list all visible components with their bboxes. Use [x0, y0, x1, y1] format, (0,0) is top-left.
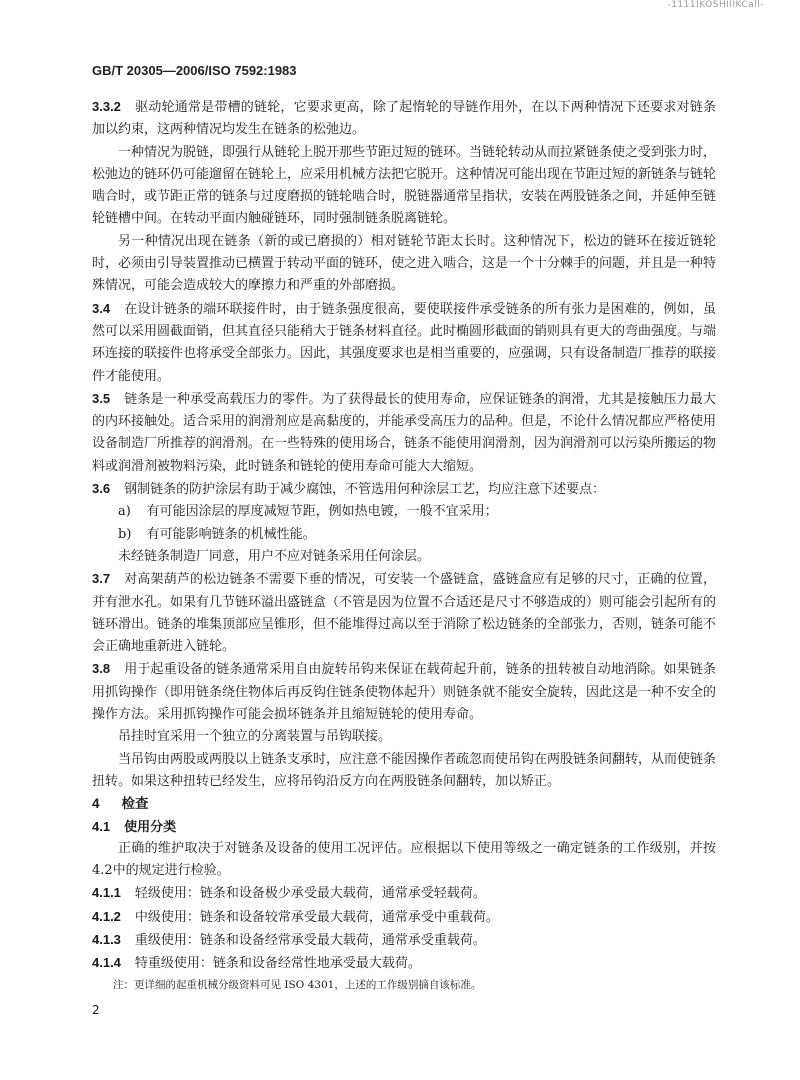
clause-number: 3.7: [92, 571, 111, 587]
clause-number: 4.1.2: [92, 908, 121, 924]
paragraph: 一种情况为脱链，即强行从链轮上脱开那些节距过短的链环。当链轮转动从而拉紧链条使之受到张力时，松弛边的链环仍可能遛留在链轮上，应采用机械方法把它脱开。这种情况可能出现在节距过短的新链条与链轮啮合时，或节距正常的链条与过度磨损的链轮啮合时，脱链器通常呈指状，安装在两股链条之间，并延伸至链轮链槽中间。在转动平面内触碰链环，同时强制链条脱离链轮。: [92, 144, 717, 227]
list-item: [92, 501, 716, 523]
clause-number: 4.1.3: [92, 931, 121, 947]
clause-text: 在设计链条的端环联接件时，由于链条强度很高，要使联接件承受链条的所有张力是困难的，例如，虽然可以采用圆截面销，但其直径只能稍大于链条材料直径。此时椭圆形截面的销则具有更大的弯曲强度。与端环连接的联接件也将承受全部张力。因此，其强度要求也是相当重要的，应强调，只有设备制造厂推荐的联接件才能使用。: [92, 301, 717, 384]
usage-class-text: 特重级使用：链条和设备经常性地承受最大载荷。: [134, 956, 421, 972]
usage-class-item: [92, 929, 716, 952]
section-4-title: [92, 793, 716, 815]
subsection-4-1-title: [92, 816, 716, 838]
subsection-title-text: 使用分类: [124, 818, 177, 834]
usage-class-text: 轻级使用：链条和设备极少承受最大载荷，通常承受轻载荷。: [134, 886, 486, 902]
clause-number: 3.5: [92, 390, 111, 406]
list-label: b): [118, 526, 132, 542]
paragraph-3-5: [92, 388, 716, 478]
paragraph-3-4: [92, 298, 716, 388]
usage-class-item: [92, 882, 716, 905]
paragraph-3-3-2: [92, 96, 716, 142]
list-item: [92, 524, 716, 546]
list-text: 有可能因涂层的厚度减短节距，例如热电镀，一般不宜采用；: [146, 504, 498, 520]
clause-text: 用于起重设备的链条通常采用自由旋转吊钩来保证在载荷起升前，链条的扭转被自动地消除。如果链条用抓钩操作（即用链条绕住物体后再反钩住链条使物体起升）则链条就不能安全旋转，因此这是一种不安全的操作方法。采用抓钩操作可能会损坏链条并且缩短链轮的使用寿命。: [92, 662, 717, 723]
clause-number: 3.4: [92, 300, 111, 316]
clause-number: 4.1: [92, 818, 111, 834]
usage-class-text: 重级使用：链条和设备经常承受最大载荷，通常承受重载荷。: [134, 932, 486, 948]
list-text: 有可能影响链条的机械性能。: [146, 526, 316, 542]
document-body: [92, 96, 716, 994]
usage-class-text: 中级使用：链条和设备较常承受最大载荷，通常承受中重载荷。: [134, 909, 499, 925]
clause-number: 3.6: [92, 481, 111, 497]
clause-text: 链条是一种承受高载压力的零件。为了获得最长的使用寿命，应保证链条的润滑，尤其是接触压力最大的内环接触处。适合采用的润滑剂应是高黏度的，并能承受高压力的品种。但是，不论什么情况都应严格使用设备制造厂所推荐的润滑剂。在一些特殊的使用场合，链条不能使用润滑剂，因为润滑剂可以污染所搬运的物料或润滑剂被物料污染，此时链条和链轮的使用寿命可能大大缩短。: [92, 391, 717, 474]
page-number: 2: [92, 1003, 100, 1017]
clause-text: 驱动轮通常是带槽的链轮，它要求更高，除了起惰轮的导链作用外，在以下两种情况下还要求对链条加以约束，这两种情况均发生在链条的松弛边。: [92, 100, 716, 138]
section-title-text: 检查: [121, 796, 149, 812]
watermark-text: -1111IKOSHIlIKCall-: [667, 0, 764, 10]
paragraph-3-6: [92, 478, 716, 501]
paragraph: 另一种情况出现在链条（新的或已磨损的）相对链轮节距太长时。这种情况下，松边的链环在接近链轮时，必须由引导装置推动已横置于转动平面的链环，使之进入啮合，这是一个十分棘手的问题，并且是一种特殊情况，可能会造成较大的摩擦力和严重的外部磨损。: [92, 233, 717, 294]
clause-text: 对高架葫芦的松边链条不需要下垂的情况，可安装一个盛链盒，盛链盒应有足够的尺寸，正确的位置，并有泄水孔。如果有几节链环溢出盛链盒（不管是因为位置不合适还是尺寸不够造成的）则可能会引起所有的链环滑出。链条的堆集顶部应呈锥形，但不能堆得过高以至于消除了松边链条的全部张力，否则，链条可能不会正确地重新进入链轮。: [92, 572, 717, 655]
paragraph-3-7: [92, 568, 716, 658]
paragraph: 吊挂时宜采用一个独立的分离装置与吊钩联接。: [118, 729, 392, 745]
usage-class-item: [92, 906, 716, 929]
clause-number: 4.1.4: [92, 955, 121, 971]
usage-class-item: [92, 952, 716, 975]
clause-number: 4.1.1: [92, 885, 121, 901]
clause-number: 3.8: [92, 661, 111, 677]
clause-text: 钢制链条的防护涂层有助于减少腐蚀，不管选用何种涂层工艺，均应注意下述要点：: [124, 482, 606, 498]
section-number: 4: [92, 796, 100, 812]
paragraph: 未经链条制造厂同意，用户不应对链条采用任何涂层。: [118, 548, 431, 564]
clause-number: 3.3.2: [92, 99, 121, 114]
paragraph: 正确的维护取决于对链条及设备的使用工况评估。应根据以下使用等级之一确定链条的工作级别，并按4.2中的规定进行检验。: [92, 840, 716, 879]
note: 注：更详细的起重机械分级资料可见 ISO 4301，上述的工作级别摘自该标准。: [113, 978, 482, 991]
standard-header: GB/T 20305—2006/ISO 7592:1983: [92, 63, 297, 78]
list-label: a): [118, 504, 131, 520]
paragraph: 当吊钩由两股或两股以上链条支承时，应注意不能因操作者疏忽而使吊钩在两股链条间翻转，从而使链条扭转。如果这种扭转已经发生，应将吊钩沿反方向在两股链条间翻转，加以矫正。: [92, 751, 717, 789]
paragraph-3-8: [92, 658, 716, 726]
